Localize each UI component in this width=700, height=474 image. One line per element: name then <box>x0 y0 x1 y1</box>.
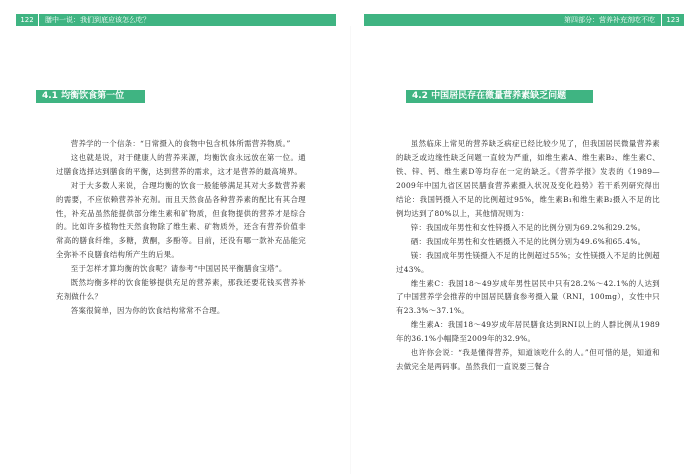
left-page-body <box>56 137 306 318</box>
body-paragraph: 虽然临床上常见的营养缺乏病症已经比较少见了，但我国居民微量营养素的缺乏或边缘性缺乏问题一直较为严重，如维生素A、维生素B₂、维生素C、铁、锌、钙、维生素D等均存在一定的缺乏。《营养学报》发表的《1989—2009年中国九省区居民膳食营养素摄入状况及变化趋势》若干系列研究得出结论：我国钙摄入不足的比例超过95%，维生素B₁和维生素B₂摄入不足的比例均达到了80%以上，其他情况则为： <box>396 139 660 218</box>
body-paragraph: 对于大多数人来说，合理均衡的饮食一般能够满足其对大多数营养素的需要，不应依赖营养补充剂。而且天然食品各种营养素的配比有其合理性，补充品虽然能提供部分维生素和矿物质，但食物提供的营养才是综合的。比如许多植物性天然食物除了维生素、矿物质外，还含有营养价值非常高的膳食纤维，多糖，黄酮，多酚等。目前，还没有哪一款补充品能完全弥补不良膳食结构所产生的后果。 <box>56 180 306 260</box>
body-paragraph: 锌：我国成年男性和女性锌摄入不足的比例分别为69.2%和29.2%。 <box>410 222 646 232</box>
section-heading-4-2: 4.2 中国居民存在微量营养素缺乏问题 <box>406 90 593 103</box>
body-paragraph: 也许你会说：“我是懂得营养，知道该吃什么的人。”但可惜的是，知道和去做完全是两码事。虽然我们一直说要三餐合 <box>396 348 660 372</box>
body-paragraph: 既然均衡多样的饮食能够提供充足的营养素，那我还要花钱买营养补充剂做什么？ <box>56 278 306 301</box>
body-paragraph: 这也就是说，对于健康人的营养来源，均衡饮食永远放在第一位。通过膳食选择达到膳食的平衡，达到营养的需求，这才是营养的最高境界。 <box>56 152 306 176</box>
body-paragraph: 营养学的一个信条：“日常摄入的食物中包含机体所需营养物质。” <box>70 139 291 148</box>
body-paragraph: 答案很简单，因为你的饮食结构常常不合理。 <box>70 305 225 315</box>
body-paragraph: 至于怎样才算均衡的饮食呢？请参考“中国居民平衡膳食宝塔”。 <box>70 264 287 274</box>
left-page-number: 122 <box>20 16 34 24</box>
right-page-header <box>364 14 684 26</box>
right-page-body <box>396 137 660 374</box>
right-running-title: 第四部分：营养补充剂吃不吃 <box>564 16 655 24</box>
right-page-number: 123 <box>666 16 680 24</box>
left-running-title: 膳中一说：我们到底应该怎么吃？ <box>45 16 150 24</box>
body-paragraph: 镁：我国成年男性镁摄入不足的比例超过55%；女性镁摄入不足的比例超过43%。 <box>396 250 660 274</box>
section-heading-4-1: 4.1 均衡饮食第一位 <box>36 90 145 103</box>
left-page-header <box>16 14 336 26</box>
page-gutter <box>350 26 351 474</box>
body-paragraph: 硒：我国成年男性和女性硒摄入不足的比例分别为49.6%和65.4%。 <box>410 236 646 246</box>
body-paragraph: 维生素A：我国18～49岁成年居民膳食达到RNI以上的人群比例从1989年的36.1%小幅降至2009年的32.9%。 <box>396 320 660 344</box>
body-paragraph: 维生素C：我国18～49岁成年男性居民中只有28.2%～42.1%的人达到了中国营养学会推荐的中国居民膳食参考摄入量（RNI，100mg），女性中只有23.3%～37.1%。 <box>396 278 660 316</box>
